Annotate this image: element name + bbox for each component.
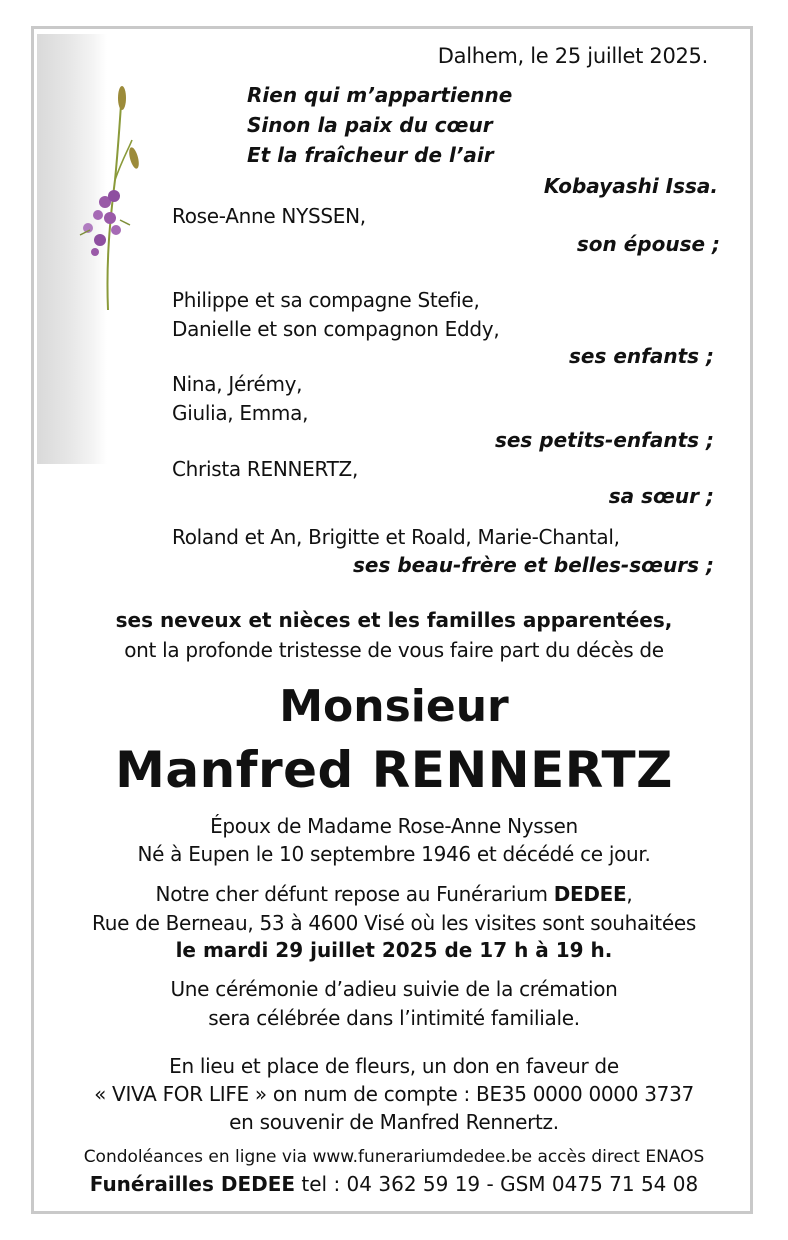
- company-phones: tel : 04 362 59 19 - GSM 0475 71 54 08: [295, 1172, 699, 1196]
- grandchildren-role: ses petits-enfants ;: [494, 428, 714, 452]
- flower-illustration: [60, 70, 150, 320]
- visitation-address: Rue de Berneau, 53 à 4600 Visé où les visites sont souhaitées: [92, 911, 696, 935]
- donation-line-2: « VIVA FOR LIFE » on num de compte : BE35 0000 0000 3737: [94, 1082, 694, 1106]
- poem-line-2: Sinon la paix du cœur: [247, 113, 493, 137]
- inlaws-role: ses beau-frère et belles-sœurs ;: [353, 553, 714, 577]
- inlaws-names: Roland et An, Brigitte et Roald, Marie-Chantal,: [172, 525, 620, 549]
- online-condolences: Condoléances en ligne via www.funerariumdedee.be accès direct ENAOS: [83, 1147, 705, 1167]
- sister-role: sa sœur ;: [608, 484, 714, 508]
- visitation-line-1-suffix: ,: [626, 882, 633, 906]
- ceremony-line-2: sera célébrée dans l’intimité familiale.: [208, 1006, 580, 1030]
- footer-contact: [0, 1172, 788, 1196]
- spouse-line: Époux de Madame Rose-Anne Nyssen: [210, 814, 578, 838]
- spouse-role: son épouse ;: [576, 232, 720, 256]
- donation-line-3: en souvenir de Manfred Rennertz.: [229, 1110, 559, 1134]
- funeral-home-name: DEDEE: [553, 882, 627, 906]
- donation-line-1: En lieu et place de fleurs, un don en faveur de: [169, 1054, 619, 1078]
- company-name: Funérailles DEDEE: [89, 1172, 296, 1196]
- ceremony-line-1: Une cérémonie d’adieu suivie de la crémation: [170, 977, 618, 1001]
- child-2: Danielle et son compagnon Eddy,: [172, 317, 500, 341]
- announcement-text: ont la profonde tristesse de vous faire part du décès de: [124, 638, 664, 662]
- child-1: Philippe et sa compagne Stefie,: [172, 288, 480, 312]
- visitation-line-1: [0, 882, 788, 906]
- visitation-line-1-prefix: Notre cher défunt repose au Funérarium: [155, 882, 554, 906]
- poem-author: Kobayashi Issa.: [543, 174, 718, 198]
- relatives-line: ses neveux et nièces et les familles apparentées,: [115, 608, 673, 632]
- deceased-name: Manfred RENNERTZ: [115, 741, 673, 799]
- visitation-time: le mardi 29 juillet 2025 de 17 h à 19 h.: [175, 938, 613, 962]
- place-date: Dalhem, le 25 juillet 2025.: [437, 44, 708, 68]
- grandchildren-2: Giulia, Emma,: [172, 401, 309, 425]
- poem-line-3: Et la fraîcheur de l’air: [247, 143, 494, 167]
- spouse-name: Rose-Anne NYSSEN,: [172, 204, 366, 228]
- sister-name: Christa RENNERTZ,: [172, 457, 359, 481]
- grandchildren-1: Nina, Jérémy,: [172, 372, 303, 396]
- deceased-title: Monsieur: [279, 681, 509, 732]
- birth-line: Né à Eupen le 10 septembre 1946 et décédé ce jour.: [137, 842, 651, 866]
- poem-line-1: Rien qui m’appartienne: [247, 83, 513, 107]
- children-role: ses enfants ;: [569, 344, 714, 368]
